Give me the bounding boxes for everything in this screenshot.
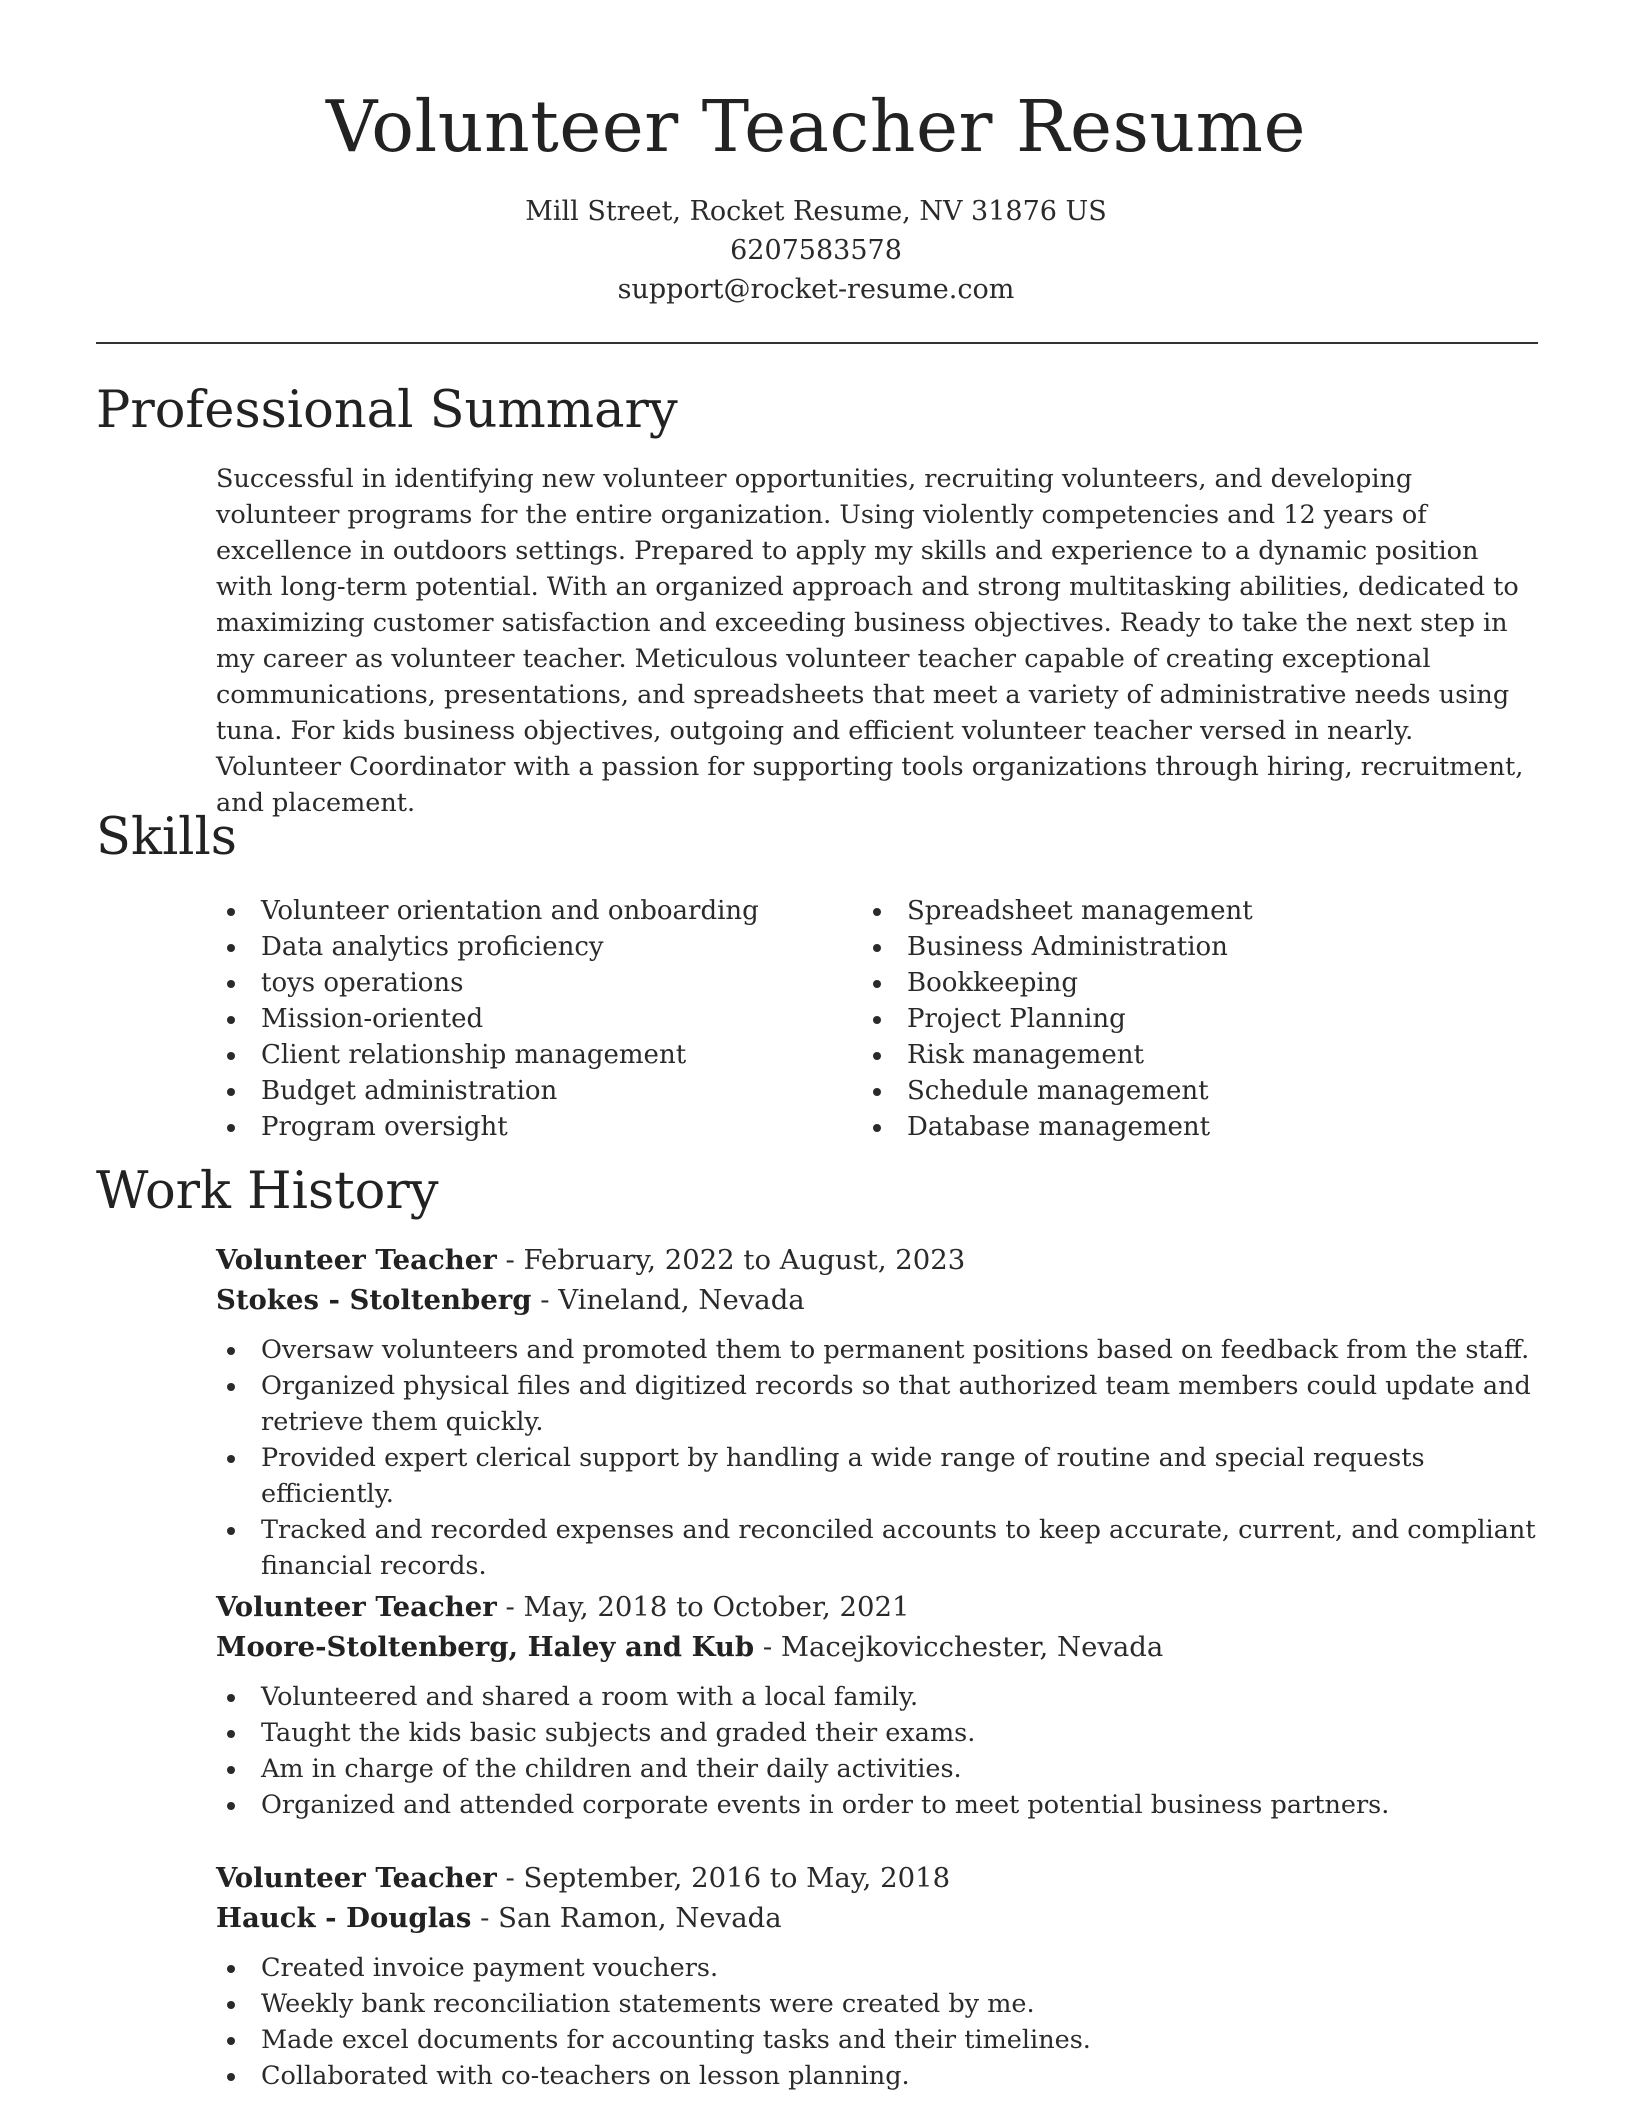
summary-text: Successful in identifying new volunteer opportunities, recruiting volunteers, and developing volunteer programs for the entire organization. Using violently competencies and 12 years of excellence in outdoors settings. Prepared to apply my skills and experience to a dynamic position with long-term potential. With an organized approach and strong multitasking abilities, dedicated to maximizing customer satisfaction and exceeding business objectives. Ready to take the next step in my career as volunteer teacher. Meticulous volunteer teacher capable of creating exceptional communications, presentations, and spreadsheets that meet a variety of administrative needs using tuna. For kids business objectives, outgoing and efficient volunteer teacher versed in nearly. Volunteer Coordinator with a passion for supporting tools organizations through hiring, recruitment, and placement. [216, 464, 1524, 818]
job-bullet: Volunteered and shared a room with a local family. [216, 1679, 1546, 1715]
skill-item: Client relationship management [216, 1037, 816, 1073]
job-bullet: Organized and attended corporate events in order to meet potential business partners. [216, 1787, 1546, 1823]
job-company-line [216, 1627, 1546, 1667]
job-bullet: Provided expert clerical support by handling a wide range of routine and special requests efficiently. [216, 1440, 1546, 1512]
job-bullet: Am in charge of the children and their daily activities. [216, 1751, 1546, 1787]
job-title-line [216, 1587, 1546, 1627]
job-bullets [216, 1679, 1546, 1823]
job-dates: - September, 2016 to May, 2018 [496, 1862, 951, 1894]
work-history-heading: Work History [96, 1162, 439, 1221]
skill-item: Risk management [862, 1037, 1502, 1073]
skill-item: Program oversight [216, 1109, 816, 1145]
job-bullet: Oversaw volunteers and promoted them to permanent positions based on feedback from the staff. [216, 1332, 1546, 1368]
job-bullet: Taught the kids basic subjects and graded their exams. [216, 1715, 1546, 1751]
job-company-line [216, 1898, 1546, 1938]
skill-item: Mission-oriented [216, 1001, 816, 1037]
job-location: - San Ramon, Nevada [471, 1902, 782, 1934]
job-entry [216, 1587, 1546, 1823]
job-dates: - May, 2018 to October, 2021 [496, 1591, 910, 1623]
job-entry [216, 1858, 1546, 2094]
job-company-line [216, 1280, 1546, 1320]
skill-item: Bookkeeping [862, 965, 1502, 1001]
job-bullet: Organized physical files and digitized records so that authorized team members could update and retrieve them quickly. [216, 1368, 1546, 1440]
job-location: - Macejkovicchester, Nevada [754, 1631, 1164, 1663]
resume-header [0, 0, 1632, 309]
skill-item: toys operations [216, 965, 816, 1001]
job-bullets [216, 1950, 1546, 2094]
skills-list-right [862, 893, 1502, 1145]
resume-title: Volunteer Teacher Resume [326, 85, 1306, 168]
contact-address: Mill Street, Rocket Resume, NV 31876 US [525, 196, 1107, 227]
job-company: Stokes - Stoltenberg [216, 1284, 532, 1316]
job-title: Volunteer Teacher [216, 1862, 497, 1894]
skill-item: Data analytics proficiency [216, 929, 816, 965]
job-bullet: Tracked and recorded expenses and reconciled accounts to keep accurate, current, and compliant financial records. [216, 1512, 1546, 1584]
skill-item: Spreadsheet management [862, 893, 1502, 929]
job-title-line [216, 1858, 1546, 1898]
contact-phone: 6207583578 [730, 235, 902, 266]
skill-item: Budget administration [216, 1073, 816, 1109]
skill-item: Business Administration [862, 929, 1502, 965]
skill-item: Volunteer orientation and onboarding [216, 893, 816, 929]
skill-item: Project Planning [862, 1001, 1502, 1037]
skill-item: Database management [862, 1109, 1502, 1145]
job-company: Hauck - Douglas [216, 1902, 472, 1934]
job-location: - Vineland, Nevada [531, 1284, 805, 1316]
skills-list-left [216, 893, 816, 1145]
job-title: Volunteer Teacher [216, 1244, 497, 1276]
job-bullet: Weekly bank reconciliation statements were created by me. [216, 1986, 1546, 2022]
job-bullet: Made excel documents for accounting tasks and their timelines. [216, 2022, 1546, 2058]
job-bullets [216, 1332, 1546, 1584]
job-dates: - February, 2022 to August, 2023 [496, 1244, 966, 1276]
skill-item: Schedule management [862, 1073, 1502, 1109]
summary-heading: Professional Summary [96, 381, 678, 440]
job-company: Moore-Stoltenberg, Haley and Kub [216, 1631, 755, 1663]
contact-block [0, 192, 1632, 309]
contact-email: support@rocket-resume.com [617, 274, 1015, 305]
skills-heading: Skills [96, 808, 237, 867]
job-bullet: Created invoice payment vouchers. [216, 1950, 1546, 1986]
header-divider [96, 342, 1538, 344]
job-title: Volunteer Teacher [216, 1591, 497, 1623]
job-entry [216, 1240, 1546, 1584]
job-title-line [216, 1240, 1546, 1280]
job-bullet: Collaborated with co-teachers on lesson planning. [216, 2058, 1546, 2094]
